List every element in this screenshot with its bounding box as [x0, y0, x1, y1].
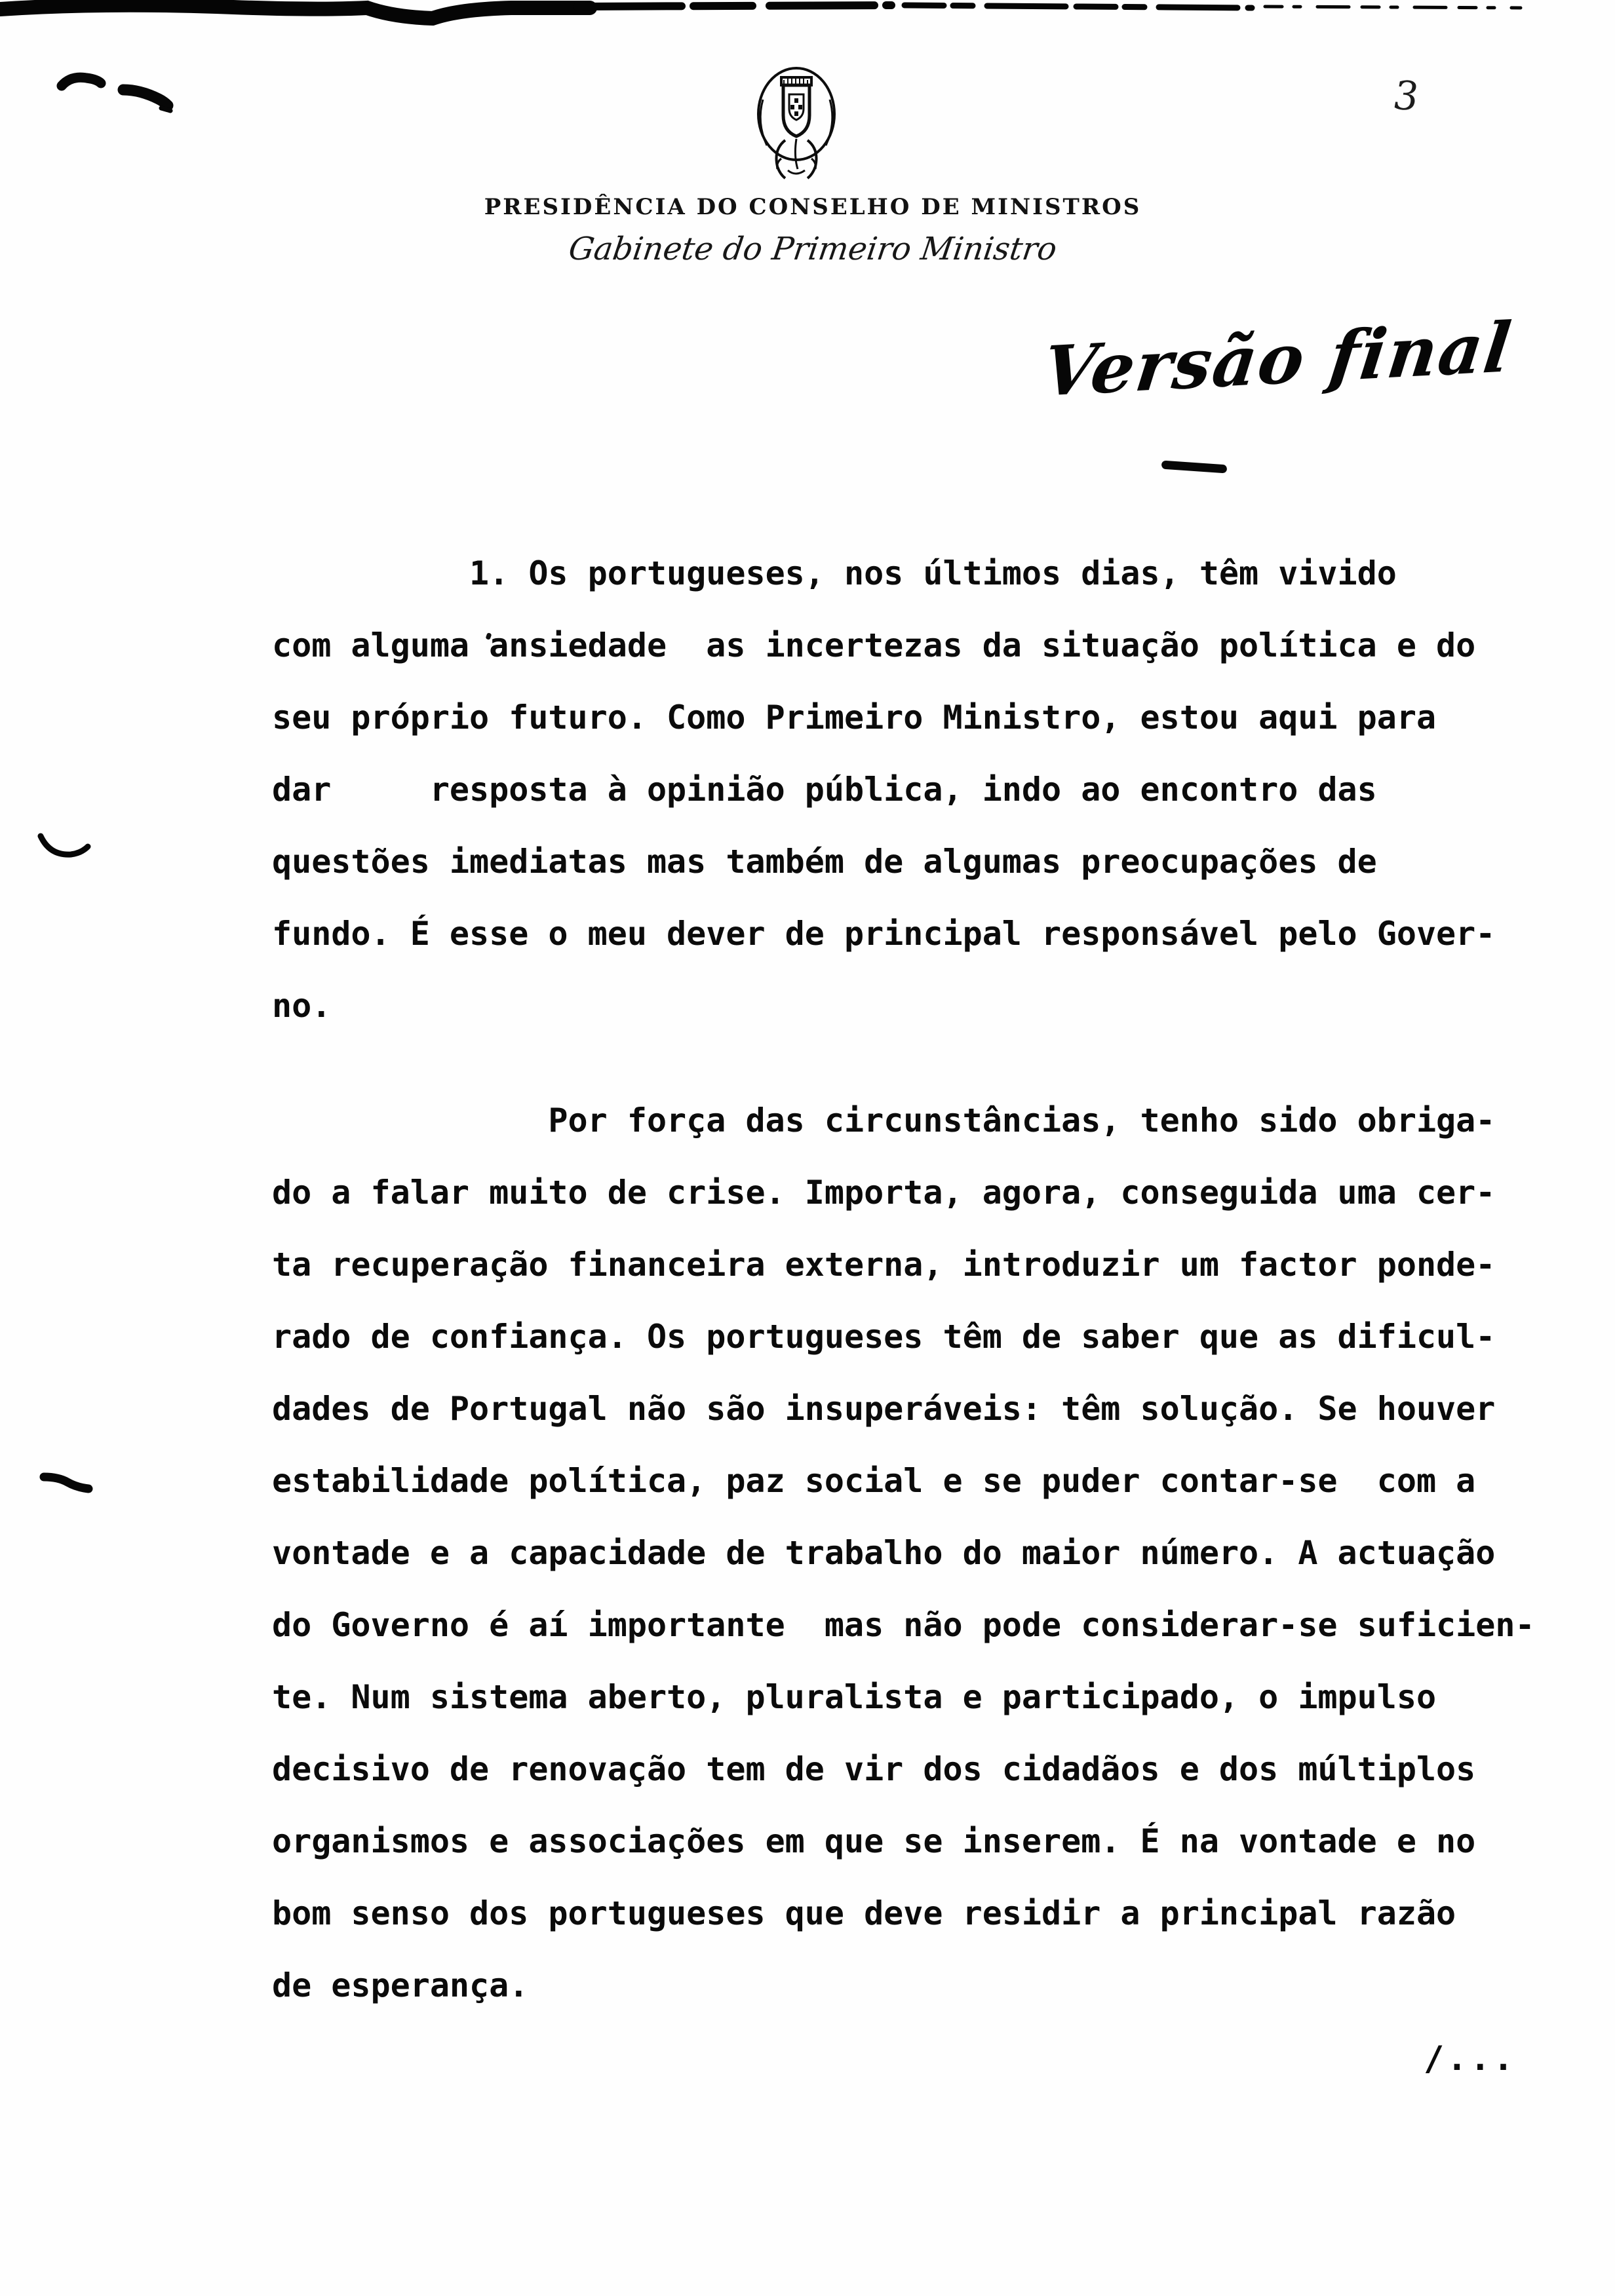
typed-line: rado de confiança. Os portugueses têm de saber que as dificul-	[272, 1318, 1496, 1356]
handwritten-note: Versão final	[1038, 306, 1517, 412]
typed-line: organismos e associações em que se inserem. É na vontade e no	[272, 1822, 1476, 1860]
typed-line: ta recuperação financeira externa, introduzir um factor ponde-	[272, 1246, 1496, 1284]
typed-line: de esperança.	[272, 1966, 529, 2004]
paragraph-2	[272, 1084, 1535, 2021]
typed-line: com alguma ansiedade as incertezas da situação política e do	[272, 626, 1476, 664]
paragraph-1	[272, 537, 1495, 1042]
typed-line: questões imediatas mas também de algumas preocupações de	[272, 843, 1377, 881]
margin-dash-mark	[36, 1468, 102, 1501]
typed-line: decisivo de renovação tem de vir dos cidadãos e dos múltiplos	[272, 1750, 1476, 1788]
office-name: Gabinete do Primeiro Ministro	[566, 231, 1059, 267]
corner-page-mark: 3	[1390, 72, 1423, 121]
institution-name: PRESIDÊNCIA DO CONSELHO DE MINISTROS	[484, 194, 1142, 220]
typed-line: 1. Os portugueses, nos últimos dias, têm vivido	[272, 554, 1397, 592]
typed-line: seu próprio futuro. Como Primeiro Ministro, estou aqui para	[272, 698, 1437, 737]
typed-line: dades de Portugal não são insuperáveis: têm solução. Se houver	[272, 1390, 1496, 1428]
typed-line: do a falar muito de crise. Importa, agora, conseguida uma cer-	[272, 1174, 1496, 1212]
note-underline	[1161, 461, 1228, 474]
typed-line: bom senso dos portugueses que deve residir a principal razão	[272, 1894, 1456, 1932]
typed-line: fundo. É esse o meu dever de principal responsável pelo Gover-	[272, 915, 1496, 953]
typed-line: dar resposta à opinião pública, indo ao encontro das	[272, 771, 1377, 809]
typed-line: no.	[272, 987, 332, 1025]
typed-line: te. Num sistema aberto, pluralista e participado, o impulso	[272, 1678, 1437, 1716]
typed-line: vontade e a capacidade de trabalho do maior número. A actuação	[272, 1534, 1496, 1572]
pen-dash-marks	[52, 62, 197, 121]
top-edge-scan-artifact	[0, 0, 1615, 39]
margin-check-swoosh	[33, 826, 105, 871]
typed-line: Por força das circunstâncias, tenho sido obriga-	[272, 1101, 1496, 1139]
continuation-mark: /...	[1424, 2039, 1517, 2078]
typed-line: do Governo é aí importante mas não pode considerar-se suficien-	[272, 1606, 1535, 1644]
typed-line: estabilidade política, paz social e se puder contar-se com a	[272, 1462, 1476, 1500]
portuguese-coat-of-arms-icon	[747, 60, 846, 182]
